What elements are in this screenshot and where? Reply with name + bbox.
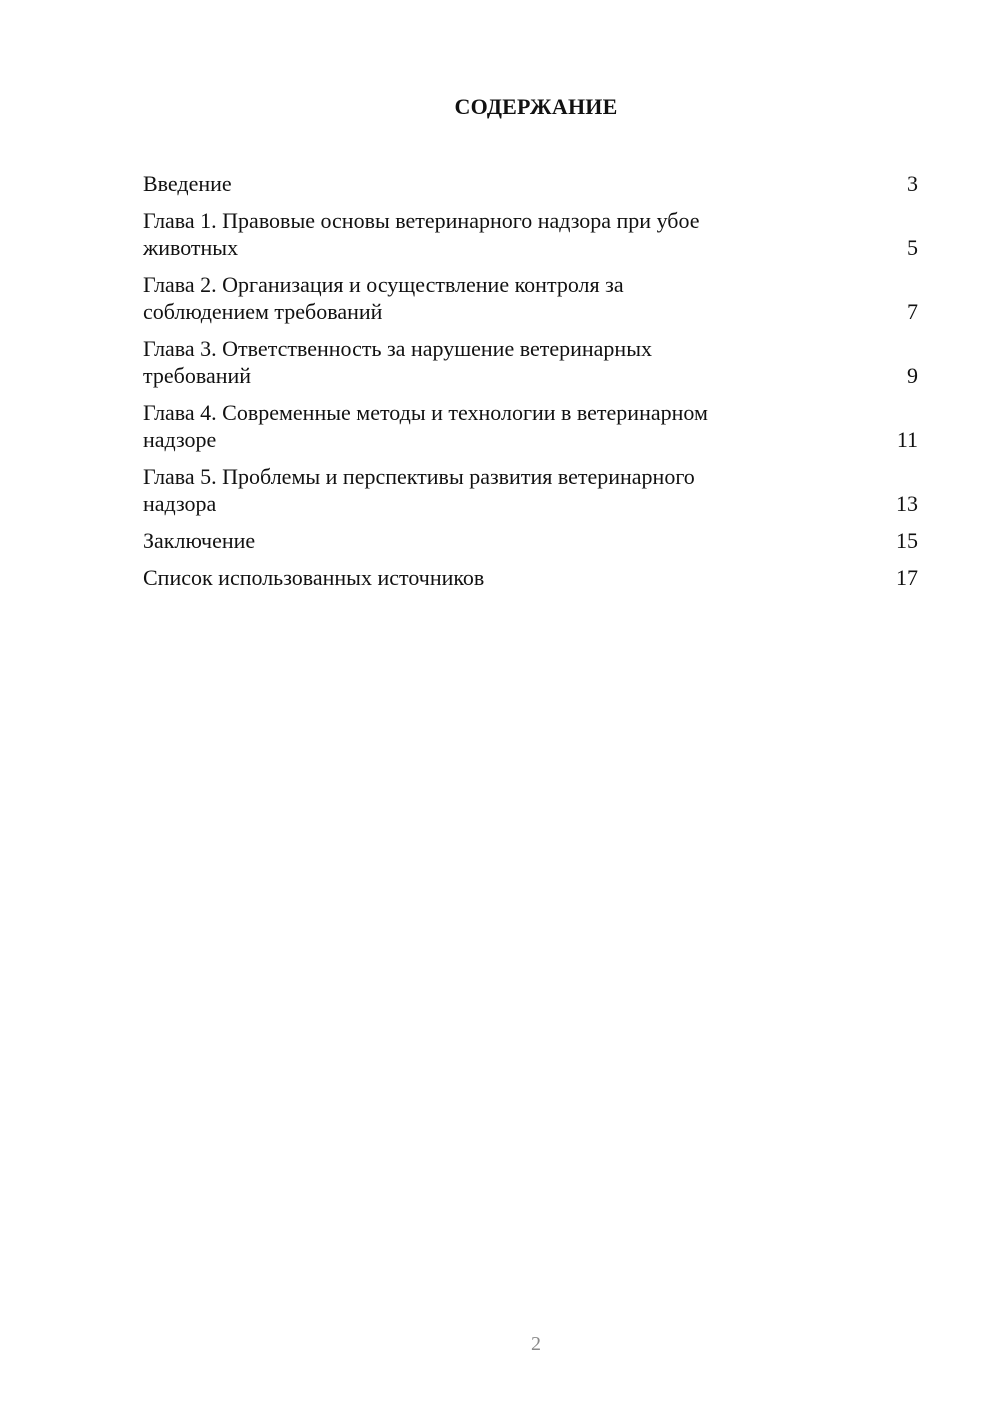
toc-entry-label: [143, 207, 803, 261]
toc-entry-label: [143, 271, 803, 325]
toc-entry-chapter-1: [143, 207, 918, 261]
toc-entry-line: Глава 4. Современные методы и технологии в ветеринарном: [143, 400, 708, 425]
toc-entry-label: [143, 564, 803, 591]
toc-entry-page: 11: [896, 427, 918, 452]
toc-entry-line: Глава 1. Правовые основы ветеринарного надзора при убое: [143, 208, 700, 233]
toc-entry-line: надзоре: [143, 427, 217, 452]
toc-entry-chapter-5: [143, 463, 918, 517]
toc-entry-chapter-3: [143, 335, 918, 389]
toc-entry-page: 3: [907, 171, 918, 196]
toc-entry-line: Глава 2. Организация и осуществление контроля за: [143, 272, 624, 297]
toc-entry-page: 7: [907, 299, 918, 324]
toc-title: СОДЕРЖАНИЕ: [454, 94, 618, 119]
toc-entry-label: [143, 170, 803, 197]
toc-entry-chapter-2: [143, 271, 918, 325]
toc-entry-page: 17: [896, 565, 918, 590]
toc-entry-line: соблюдением требований: [143, 299, 383, 324]
toc-entry-page: 9: [907, 363, 918, 388]
toc-entry-conclusion: [143, 527, 918, 554]
toc-entry-line: Список использованных источников: [143, 565, 485, 590]
toc-entry-label: [143, 463, 803, 517]
toc-entry-page: 13: [896, 491, 918, 516]
toc-entry-introduction: [143, 170, 918, 197]
toc-entry-line: надзора: [143, 491, 217, 516]
page-number: 2: [531, 1333, 541, 1355]
toc-entry-line: животных: [143, 235, 239, 260]
toc-entry-label: [143, 335, 803, 389]
toc-entry-line: Глава 3. Ответственность за нарушение ветеринарных: [143, 336, 652, 361]
toc-entry-line: Введение: [143, 171, 232, 196]
toc-entry-page: 15: [896, 528, 918, 553]
toc-entry-label: [143, 399, 803, 453]
toc-entry-line: требований: [143, 363, 252, 388]
toc-entry-label: [143, 527, 803, 554]
toc-entry-line: Глава 5. Проблемы и перспективы развития ветеринарного: [143, 464, 695, 489]
toc-entry-line: Заключение: [143, 528, 256, 553]
toc-entry-page: 5: [907, 235, 918, 260]
toc-entry-references: [143, 564, 918, 591]
toc-entry-chapter-4: [143, 399, 918, 453]
toc-list: [143, 170, 918, 601]
